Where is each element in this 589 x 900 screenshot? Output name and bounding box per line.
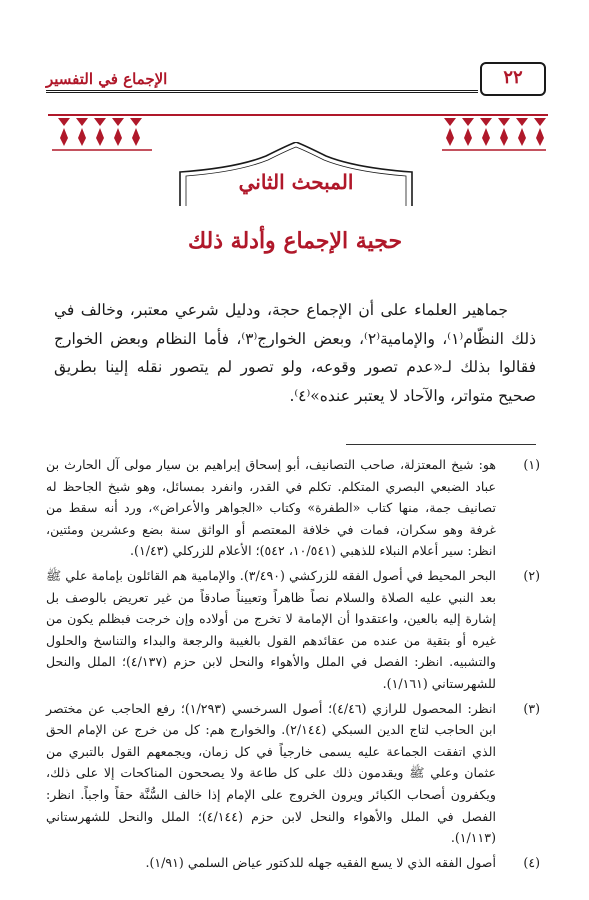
section-heading: حجية الإجماع وأدلة ذلك (187, 228, 403, 254)
footnote-item (46, 565, 540, 695)
footnote-marker: (٤) (523, 854, 540, 870)
footnote-item (46, 454, 540, 562)
footnote-marker: (٢) (523, 567, 540, 583)
running-title: الإجماع في التفسير (46, 70, 168, 88)
footnote-text: أصول الفقه الذي لا يسع الفقيه جهله للدكتور عياض السلمي (١/٩١). (145, 854, 496, 870)
page-number: ٢٢ (480, 62, 546, 96)
footnote-text: هو: شيخ المعتزلة، صاحب التصانيف، أبو إسحاق إبراهيم بن سيار مولى آل الحارث بن عباد الضبعي البصري المتكلم. تكلم في القدر، وانفرد بمسائل، وهو شيخ الجاحظ له تصانيف جمة، منها كتاب «الطفرة» وكتاب «الجواهر والأعراض»، ورد أنه سقط من غرفة وهو سكران، فمات في خلافة المعتصم أو الواثق سنة بضع وعشرين ومئتين، انظر: سير أعلام النبلاء للذهبي (١٠/٥٤١، ٥٤٢)؛ الأعلام للزركلي (١/٤٣). (46, 457, 496, 559)
ornament-right (442, 118, 546, 150)
footnote-marker: (١) (523, 457, 540, 472)
footnote-item (46, 698, 540, 849)
header-rule (46, 90, 478, 93)
ornament-left (52, 118, 152, 150)
footnotes (46, 454, 540, 876)
body-text (54, 296, 536, 410)
footnote-text: البحر المحيط في أصول الفقه للزركشي (٣/٤٩٠). والإمامية هم القائلون بإمامة علي ﷺ بعد النبي عليه الصلاة والسلام نصاً ظاهراً وتعييناً صادقاً من غير تعريض بالوصف بل إشارة إليه بالعين، واعتقدوا أن الإمامة لا تخرج من أولاده وإن خرجت فبظلم يكون من غيره أو بتقية من عنده من عقائدهم القول بالغيبة والرجعة والبداء والتناسخ والحلول والتشبيه. انظر: الفصل في الملل والأهواء والنحل لابن حزم (٤/١٣٧)؛ الملل والنحل للشهرستاني (١/١٦١). (46, 567, 496, 691)
section-label: المبحث الثاني (238, 170, 354, 194)
footnote-rule (346, 444, 536, 445)
body-paragraph: جماهير العلماء على أن الإجماع حجة، ودليل شرعي معتبر، وخالف في ذلك النظّام⁽١⁾، والإمامية⁽٢⁾، وبعض الخوارج⁽٣⁾، فأما النظام وبعض الخوارج فقالوا بذلك لـ«عدم تصور وقوعه، ولو تصور لم يتصور نقله إلينا بطريق صحيح متواتر، والآحاد لا يعتبر عنده»⁽٤⁾. (54, 301, 536, 405)
footnote-text: انظر: المحصول للرازي (٤/٤٦)؛ أصول السرخسي (١/٢٩٣)؛ رفع الحاجب عن مختصر ابن الحاجب لتاج الدين السبكي (٢/١٤٤). والخوارج هم: كل من خرج عن الإمام الحق الذي اتفقت الجماعة عليه يسمى خارجياً في كل زمان، ويجمعهم القول بالتبري من عثمان وعلي ﷺ ويقدمون ذلك على كل طاعة ولا يصححون المناكحات إلا على ذلك، ويكفرون أصحاب الكبائر ويرون الخروج على الإمام إذا خالف السُّنَّة حقاً واجباً. انظر: الفصل في الملل والأهواء والنحل لابن حزم (٤/١٤٤)؛ الملل والنحل للشهرستاني (١/١١٣). (46, 700, 496, 846)
page-header (46, 62, 546, 106)
footnote-marker: (٣) (523, 700, 540, 716)
footnote-item (46, 852, 540, 874)
